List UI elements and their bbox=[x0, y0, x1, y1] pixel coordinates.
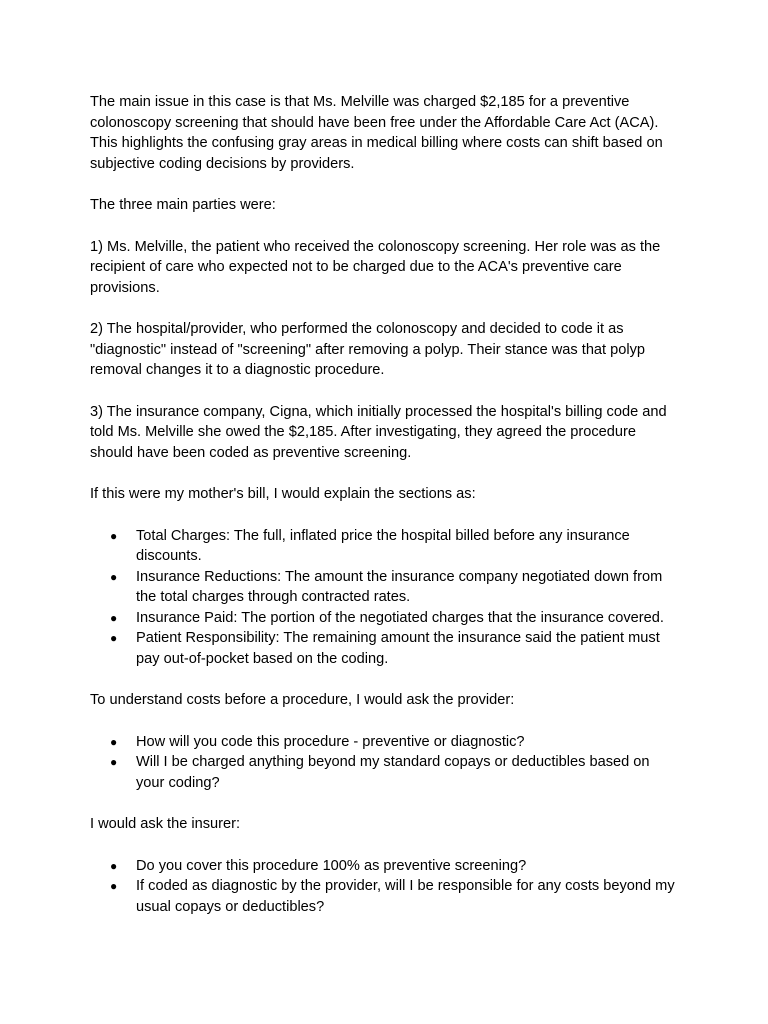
list-item-text: If coded as diagnostic by the provider, will I be responsible for any costs beyond my usual copays or deductibles? bbox=[136, 878, 675, 915]
bullet-icon: ● bbox=[110, 755, 118, 769]
list-item bbox=[90, 628, 680, 669]
bullet-icon: ● bbox=[110, 631, 118, 645]
list-item-text: Patient Responsibility: The remaining amount the insurance said the patient must pay out-of-pocket based on the coding. bbox=[136, 630, 660, 667]
insurer-questions-list bbox=[90, 856, 680, 918]
bullet-icon: ● bbox=[110, 569, 118, 584]
bill-sections-list bbox=[90, 526, 680, 670]
list-item-text: Do you cover this procedure 100% as preventive screening? bbox=[136, 857, 527, 874]
list-item bbox=[90, 608, 680, 629]
insurer-questions-heading: I would ask the insurer: bbox=[90, 816, 241, 832]
document-page bbox=[90, 92, 680, 938]
list-item bbox=[90, 876, 680, 917]
list-item bbox=[90, 752, 680, 793]
parties-heading: The three main parties were: bbox=[90, 197, 276, 213]
bill-sections-heading: If this were my mother's bill, I would explain the sections as: bbox=[90, 486, 476, 502]
intro-paragraph: The main issue in this case is that Ms. Melville was charged $2,185 for a preventive colonoscopy screening that should have been free under the Affordable Care Act (ACA). This highlights the confusing gray areas in medical billing where costs can shift based on subjective coding decisions by providers. bbox=[90, 94, 663, 172]
list-item bbox=[90, 567, 680, 608]
list-item bbox=[90, 856, 680, 877]
party-1-paragraph: 1) Ms. Melville, the patient who received the colonoscopy screening. Her role was as the recipient of care who expected not to be charged due to the ACA's preventive care provisions. bbox=[90, 238, 661, 296]
party-2-paragraph: 2) The hospital/provider, who performed the colonoscopy and decided to code it as "diagnostic" instead of "screening" after removing a polyp. Their stance was that polyp removal changes it to a diagnostic procedure. bbox=[90, 321, 646, 378]
list-item bbox=[90, 526, 680, 567]
list-item-text: How will you code this procedure - preventive or diagnostic? bbox=[136, 733, 525, 750]
bullet-icon: ● bbox=[110, 858, 118, 873]
party-3-paragraph: 3) The insurance company, Cigna, which initially processed the hospital's billing code and told Ms. Melville she owed the $2,185. After investigating, they agreed the procedure should have been coded as preventive screening. bbox=[90, 403, 667, 461]
provider-questions-heading: To understand costs before a procedure, I would ask the provider: bbox=[90, 692, 515, 708]
list-item-text: Insurance Reductions: The amount the insurance company negotiated down from the total charges through contracted rates. bbox=[136, 568, 663, 605]
list-item-text: Will I be charged anything beyond my standard copays or deductibles based on your coding? bbox=[136, 754, 650, 791]
list-item bbox=[90, 732, 680, 753]
bullet-icon: ● bbox=[110, 734, 118, 749]
list-item-text: Insurance Paid: The portion of the negotiated charges that the insurance covered. bbox=[136, 609, 664, 626]
bullet-icon: ● bbox=[110, 879, 118, 893]
bullet-icon: ● bbox=[110, 528, 118, 543]
bullet-icon: ● bbox=[110, 610, 118, 625]
provider-questions-list bbox=[90, 732, 680, 794]
list-item-text: Total Charges: The full, inflated price the hospital billed before any insurance discounts. bbox=[136, 527, 630, 564]
